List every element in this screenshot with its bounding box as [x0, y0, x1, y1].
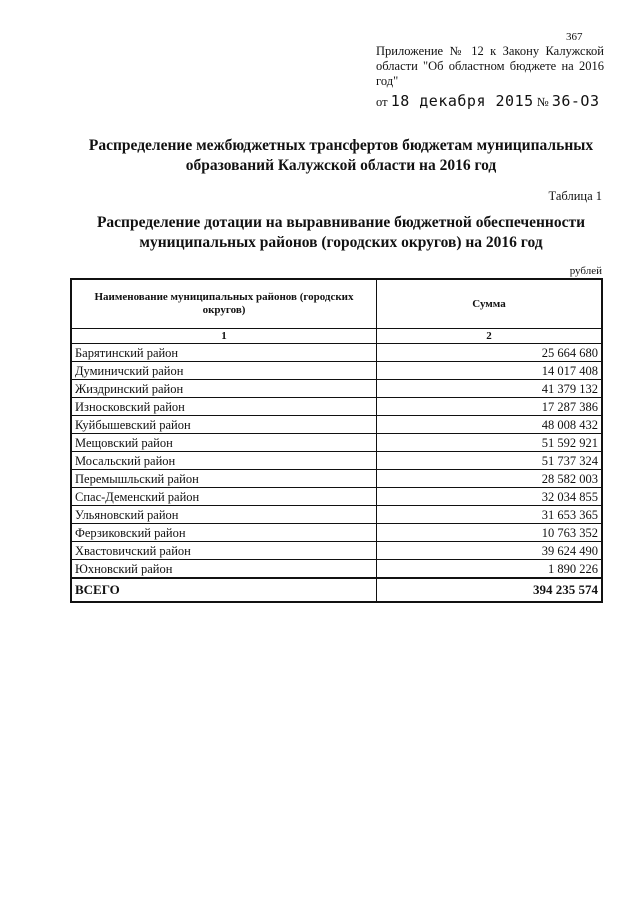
total-label: ВСЕГО [71, 578, 377, 602]
district-name: Износковский район [71, 398, 377, 416]
table-row [71, 488, 602, 506]
district-sum: 32 034 855 [377, 488, 603, 506]
district-sum: 25 664 680 [377, 344, 603, 362]
column-number: 2 [377, 329, 603, 344]
district-name: Юхновский район [71, 560, 377, 579]
column-number: 1 [71, 329, 377, 344]
header-row [71, 279, 602, 329]
table-title: Распределение дотации на выравнивание бюджетной обеспеченности муниципальных районов (городских округов) на 2016 год [96, 214, 586, 251]
district-name: Хвастовичский район [71, 542, 377, 560]
decree-number: 36-ОЗ [551, 92, 600, 110]
district-sum: 48 008 432 [377, 416, 603, 434]
table-row [71, 362, 602, 380]
table-row [71, 470, 602, 488]
district-sum: 39 624 490 [377, 542, 603, 560]
district-sum: 10 763 352 [377, 524, 603, 542]
district-sum: 28 582 003 [377, 470, 603, 488]
district-sum: 31 653 365 [377, 506, 603, 524]
district-name: Ульяновский район [71, 506, 377, 524]
table-row [71, 344, 602, 362]
column-header-sum: Сумма [377, 279, 603, 329]
district-name: Ферзиковский район [71, 524, 377, 542]
district-name: Мещовский район [71, 434, 377, 452]
district-name: Барятинский район [71, 344, 377, 362]
units-label: рублей [569, 265, 602, 277]
district-sum: 17 287 386 [377, 398, 603, 416]
table-row [71, 416, 602, 434]
district-name: Мосальский район [71, 452, 377, 470]
table-row [71, 380, 602, 398]
decree-number-label: № [536, 95, 549, 109]
district-sum: 14 017 408 [377, 362, 603, 380]
appendix-note: Приложение № 12 к Закону Калужской области "Об областном бюджете на 2016 год" [376, 44, 604, 88]
table-row [71, 452, 602, 470]
table-row [71, 434, 602, 452]
district-sum: 51 592 921 [377, 434, 603, 452]
district-name: Спас-Деменский район [71, 488, 377, 506]
district-name: Перемышльский район [71, 470, 377, 488]
district-name: Куйбышевский район [71, 416, 377, 434]
decree-prefix: от [376, 95, 388, 109]
district-name: Думиничский район [71, 362, 377, 380]
district-sum: 51 737 324 [377, 452, 603, 470]
district-sum: 41 379 132 [377, 380, 603, 398]
column-header-name: Наименование муниципальных районов (городских округов) [71, 279, 377, 329]
decree-reference [376, 92, 600, 110]
main-title: Распределение межбюджетных трансфертов бюджетам муниципальных образований Калужской области на 2016 год [88, 137, 594, 174]
total-row [71, 578, 602, 602]
table-label: Таблица 1 [548, 189, 602, 203]
table-row [71, 560, 602, 579]
table-row [71, 398, 602, 416]
total-sum: 394 235 574 [377, 578, 603, 602]
column-number-row [71, 329, 602, 344]
subsidy-table [70, 278, 603, 603]
table-row [71, 506, 602, 524]
district-sum: 1 890 226 [377, 560, 603, 579]
decree-date: 18 декабря 2015 [390, 92, 534, 110]
table-row [71, 542, 602, 560]
page-number: 367 [566, 31, 583, 43]
district-name: Жиздринский район [71, 380, 377, 398]
table-row [71, 524, 602, 542]
